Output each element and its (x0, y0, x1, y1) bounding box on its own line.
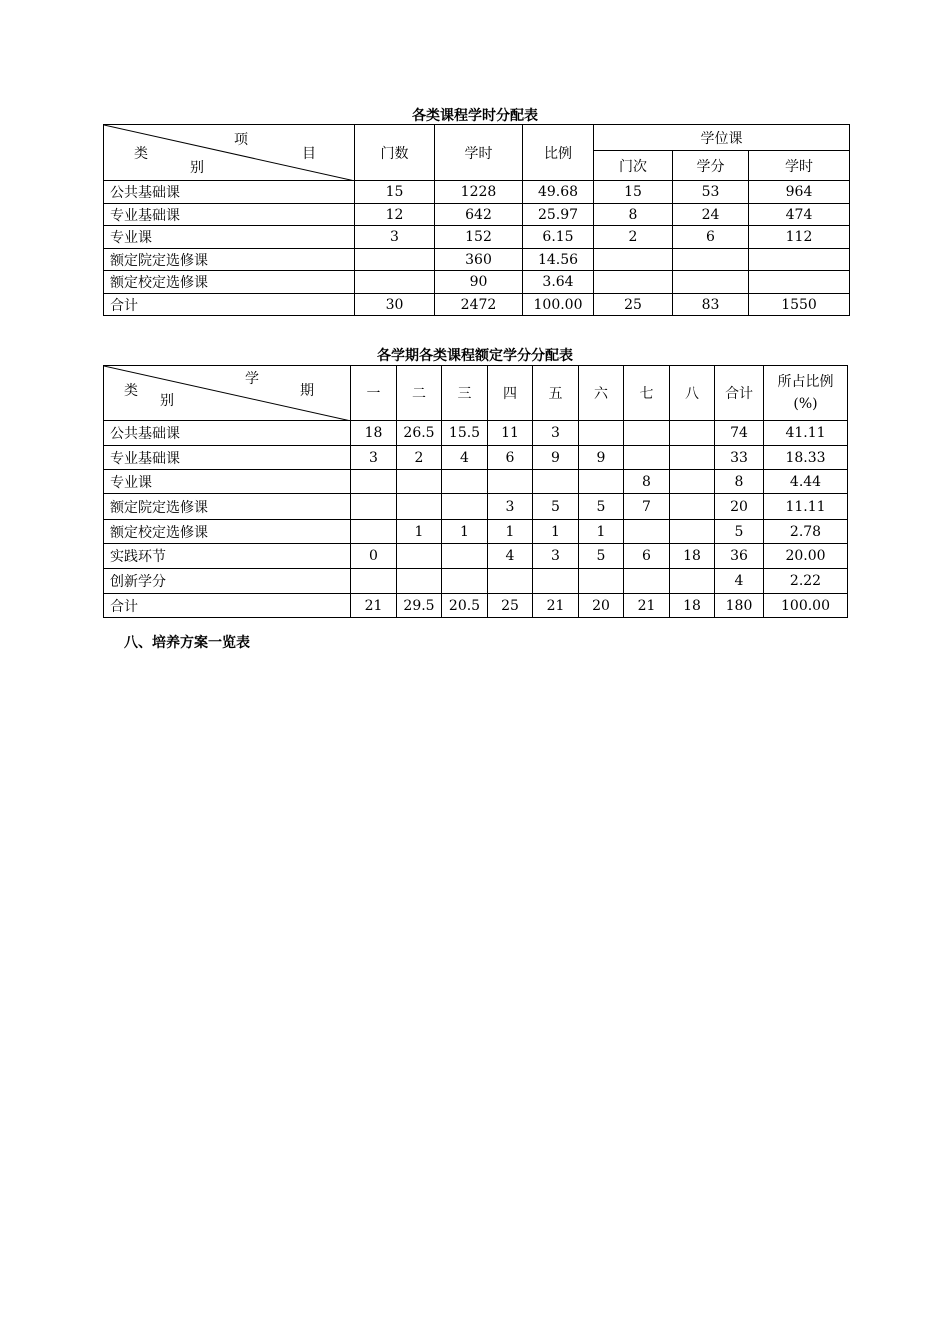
table-row (104, 569, 848, 594)
value-cell: 5 (715, 520, 764, 544)
value-cell: 642 (435, 204, 523, 226)
value-cell: 18 (670, 594, 715, 618)
value-cell (749, 271, 850, 294)
category-cell: 额定院定选修课 (104, 249, 355, 271)
value-cell (533, 569, 579, 594)
value-cell: 90 (435, 271, 523, 294)
value-cell: 14.56 (523, 249, 594, 271)
table-row (104, 544, 848, 569)
value-cell: 53 (673, 181, 749, 204)
percentage-header (764, 366, 848, 421)
value-cell (442, 569, 488, 594)
value-cell (351, 520, 397, 544)
value-cell (442, 494, 488, 520)
value-cell (594, 249, 673, 271)
value-cell: 3 (533, 421, 579, 446)
value-cell: 9 (579, 446, 624, 470)
value-cell (673, 249, 749, 271)
value-cell: 5 (533, 494, 579, 520)
category-cell: 专业课 (104, 226, 355, 249)
value-cell: 8 (624, 470, 670, 494)
value-cell: 25 (594, 294, 673, 316)
table-row (104, 204, 850, 226)
value-cell: 15 (355, 181, 435, 204)
value-cell (351, 494, 397, 520)
table2-corner-bottom: 别 (160, 393, 174, 409)
value-cell: 2.22 (764, 569, 848, 594)
table-row (104, 594, 848, 618)
value-cell: 21 (624, 594, 670, 618)
value-cell: 1 (488, 520, 533, 544)
value-cell: 3.64 (523, 271, 594, 294)
value-cell: 112 (749, 226, 850, 249)
term-credits-table (103, 365, 848, 618)
table1-corner-left: 类 (134, 146, 148, 162)
category-cell: 实践环节 (104, 544, 351, 569)
term-header-5: 五 (533, 366, 579, 421)
table-row (104, 446, 848, 470)
value-cell: 33 (715, 446, 764, 470)
value-cell: 41.11 (764, 421, 848, 446)
value-cell (442, 470, 488, 494)
value-cell: 474 (749, 204, 850, 226)
value-cell: 9 (533, 446, 579, 470)
value-cell: 20.5 (442, 594, 488, 618)
value-cell: 6 (488, 446, 533, 470)
table-row (104, 470, 848, 494)
value-cell: 152 (435, 226, 523, 249)
value-cell: 21 (533, 594, 579, 618)
category-cell: 公共基础课 (104, 421, 351, 446)
table1-corner-header (104, 125, 355, 181)
value-cell (670, 470, 715, 494)
table2-caption: 各学期各类课程额定学分分配表 (377, 348, 573, 364)
value-cell (351, 569, 397, 594)
header-degree-hours: 学时 (749, 151, 850, 181)
value-cell: 1 (397, 520, 442, 544)
table-row (104, 271, 850, 294)
header-count: 门数 (355, 125, 435, 181)
value-cell: 12 (355, 204, 435, 226)
category-cell: 合计 (104, 594, 351, 618)
header-degree-count: 门次 (594, 151, 673, 181)
header-degree-courses: 学位课 (594, 125, 850, 151)
table-row (104, 494, 848, 520)
category-cell: 额定校定选修课 (104, 520, 351, 544)
table-row (104, 226, 850, 249)
value-cell: 1 (579, 520, 624, 544)
table2-corner-header (104, 366, 351, 421)
value-cell: 30 (355, 294, 435, 316)
value-cell (397, 569, 442, 594)
value-cell (355, 271, 435, 294)
value-cell (488, 569, 533, 594)
value-cell: 18 (351, 421, 397, 446)
value-cell (594, 271, 673, 294)
value-cell: 2 (397, 446, 442, 470)
value-cell (442, 544, 488, 569)
category-cell: 专业基础课 (104, 204, 355, 226)
table-row (104, 294, 850, 316)
value-cell: 4 (442, 446, 488, 470)
value-cell: 1 (442, 520, 488, 544)
value-cell: 5 (579, 544, 624, 569)
value-cell: 3 (533, 544, 579, 569)
table2-corner-left: 类 (124, 383, 138, 399)
header-degree-credits: 学分 (673, 151, 749, 181)
value-cell: 100.00 (523, 294, 594, 316)
value-cell (673, 271, 749, 294)
percentage-header-line2: (%) (793, 396, 818, 412)
course-hours-table (103, 124, 850, 316)
value-cell: 26.5 (397, 421, 442, 446)
value-cell: 36 (715, 544, 764, 569)
value-cell (533, 470, 579, 494)
term-header-3: 三 (442, 366, 488, 421)
table2-corner-right: 期 (300, 383, 314, 399)
value-cell: 18.33 (764, 446, 848, 470)
value-cell (670, 494, 715, 520)
category-cell: 额定校定选修课 (104, 271, 355, 294)
value-cell: 8 (594, 204, 673, 226)
category-cell: 公共基础课 (104, 181, 355, 204)
total-header: 合计 (715, 366, 764, 421)
value-cell: 15.5 (442, 421, 488, 446)
value-cell: 49.68 (523, 181, 594, 204)
value-cell: 20.00 (764, 544, 848, 569)
value-cell: 29.5 (397, 594, 442, 618)
value-cell (397, 494, 442, 520)
value-cell: 3 (488, 494, 533, 520)
value-cell: 74 (715, 421, 764, 446)
value-cell: 24 (673, 204, 749, 226)
value-cell: 25.97 (523, 204, 594, 226)
value-cell: 2 (594, 226, 673, 249)
value-cell (579, 470, 624, 494)
value-cell: 20 (579, 594, 624, 618)
value-cell (624, 520, 670, 544)
value-cell (670, 569, 715, 594)
value-cell: 5 (579, 494, 624, 520)
value-cell: 6.15 (523, 226, 594, 249)
value-cell (670, 520, 715, 544)
value-cell (670, 421, 715, 446)
table1-corner-bottom: 别 (190, 160, 204, 176)
percentage-header-line1: 所占比例 (777, 374, 834, 390)
value-cell: 360 (435, 249, 523, 271)
value-cell: 100.00 (764, 594, 848, 618)
value-cell: 4 (488, 544, 533, 569)
value-cell (624, 446, 670, 470)
table1-caption: 各类课程学时分配表 (412, 108, 538, 124)
value-cell: 1228 (435, 181, 523, 204)
value-cell: 4.44 (764, 470, 848, 494)
table-row (104, 249, 850, 271)
table2-corner-top: 学 (245, 371, 259, 387)
table-row (104, 520, 848, 544)
value-cell: 964 (749, 181, 850, 204)
value-cell (624, 569, 670, 594)
value-cell (579, 421, 624, 446)
table-row (104, 181, 850, 204)
category-cell: 专业课 (104, 470, 351, 494)
value-cell: 2.78 (764, 520, 848, 544)
section-heading: 八、培养方案一览表 (124, 635, 250, 651)
category-cell: 额定院定选修课 (104, 494, 351, 520)
value-cell (579, 569, 624, 594)
value-cell: 11 (488, 421, 533, 446)
value-cell (355, 249, 435, 271)
value-cell: 21 (351, 594, 397, 618)
value-cell: 6 (673, 226, 749, 249)
table1-corner-top: 项 (234, 132, 248, 148)
table1-corner-right: 目 (302, 146, 316, 162)
value-cell (397, 470, 442, 494)
term-header-8: 八 (670, 366, 715, 421)
value-cell: 7 (624, 494, 670, 520)
value-cell: 6 (624, 544, 670, 569)
value-cell: 1550 (749, 294, 850, 316)
value-cell: 83 (673, 294, 749, 316)
header-hours: 学时 (435, 125, 523, 181)
value-cell (351, 470, 397, 494)
value-cell: 8 (715, 470, 764, 494)
term-header-1: 一 (351, 366, 397, 421)
term-header-4: 四 (488, 366, 533, 421)
category-cell: 合计 (104, 294, 355, 316)
value-cell: 20 (715, 494, 764, 520)
value-cell: 15 (594, 181, 673, 204)
category-cell: 创新学分 (104, 569, 351, 594)
table-row (104, 421, 848, 446)
value-cell: 25 (488, 594, 533, 618)
value-cell (624, 421, 670, 446)
header-ratio: 比例 (523, 125, 594, 181)
value-cell (749, 249, 850, 271)
value-cell (670, 446, 715, 470)
term-header-6: 六 (579, 366, 624, 421)
term-header-7: 七 (624, 366, 670, 421)
value-cell: 2472 (435, 294, 523, 316)
value-cell: 4 (715, 569, 764, 594)
value-cell: 0 (351, 544, 397, 569)
value-cell: 3 (351, 446, 397, 470)
value-cell: 3 (355, 226, 435, 249)
term-header-2: 二 (397, 366, 442, 421)
value-cell: 18 (670, 544, 715, 569)
value-cell: 11.11 (764, 494, 848, 520)
value-cell (397, 544, 442, 569)
category-cell: 专业基础课 (104, 446, 351, 470)
value-cell (488, 470, 533, 494)
value-cell: 180 (715, 594, 764, 618)
value-cell: 1 (533, 520, 579, 544)
